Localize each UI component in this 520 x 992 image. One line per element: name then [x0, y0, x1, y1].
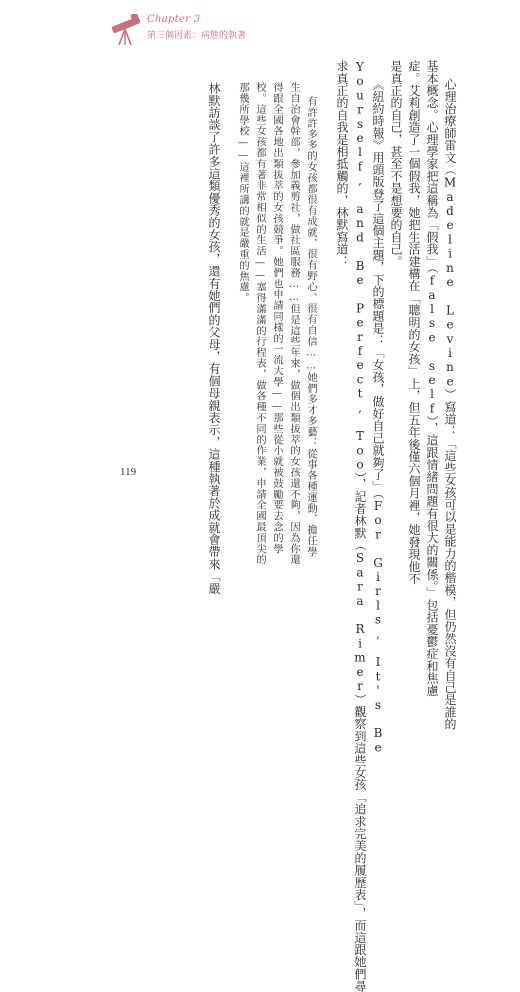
body-column-1: 心理治療師雷文（Madeline Levine）寫道：「這些女孩可以是能力的楷模，但仍然沒有自己是誰的	[443, 78, 457, 731]
quote-line-5: 那幾所學校——這裡所講的就是嚴重的焦慮。	[237, 82, 249, 304]
body-column-7: 求真正的自我是相抵觸的，林默寫道：	[335, 60, 349, 268]
quote-line-3: 得跟全國各地出類拔萃的女孩競爭。她們也申請同樣的一流大學——那些從小就被鼓勵要去念的學	[271, 82, 283, 555]
body-column-5: 《紐約時報》用頭版登了這個主題，下的標題是：「女孩，做好自己就夠了」（For Girls, It's Be	[371, 78, 385, 755]
body-column-6: Yourself, and Be Perfect, Too），記者林默（Sara Rimer）觀察到這些女孩「追求完美的履歷表」，而這跟她們尋	[353, 60, 367, 992]
page-number: 119	[120, 466, 137, 478]
body-column-2: 基本概念。心理學家把這稱為「假我」（false self），這跟情緒問題有很大的關係。」包括憂鬱症和焦慮	[425, 60, 439, 697]
chapter-title: 第三個因素：病態的執著	[147, 31, 247, 41]
quote-line-4: 校。這些女孩都有著非常相似的生活——塞得滿滿的行程表，做各種不同的作業，申請全國最頂尖的	[254, 82, 266, 565]
chapter-label: Chapter 3	[147, 14, 201, 25]
body-column-4: 是真正的自己，甚至不是想要的自己。	[389, 60, 403, 268]
quote-line-2: 生自治會幹部，參加義剪社，做社區服務……但是這些年來，做個出類拔萃的女孩還不夠，因為你還	[288, 82, 300, 565]
closing-column-1: 林默訪談了許多這類優秀的女孩，還有她們的父母，有個母親表示，這種執著於成就會帶來「嚴	[207, 82, 221, 595]
body-column-3: 症。艾莉創造了一個假我，她把生活建構在「聰明的女孩」上，但五年後僅六個月裡，她發現他不	[407, 60, 421, 585]
quote-line-1: 有許許多多的女孩都很有成就、很有野心、很有自信……她們多才多藝：從事各種運動、擔任學	[305, 96, 317, 558]
telescope-icon	[108, 14, 144, 46]
